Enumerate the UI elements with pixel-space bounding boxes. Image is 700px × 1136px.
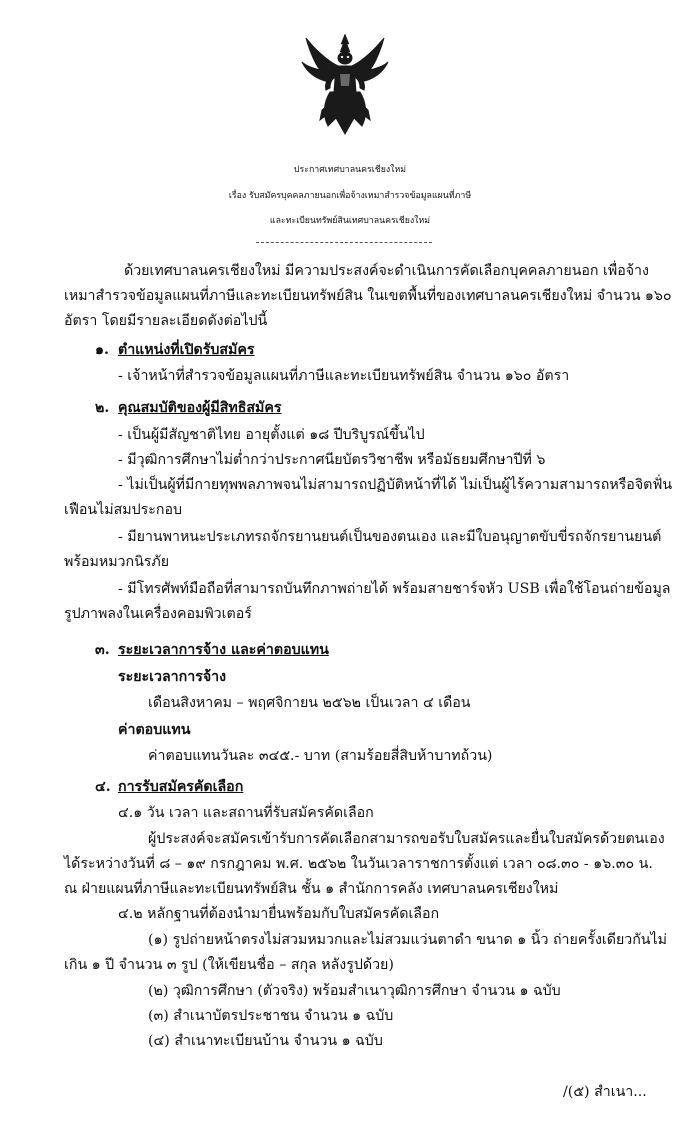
document-item: (๔) สำเนาทะเบียนบ้าน จำนวน ๑ ฉบับ [148, 1033, 383, 1049]
document-item: (๒) วุฒิการศึกษา (ตัวจริง) พร้อมสำเนาวุฒิการศึกษา จำนวน ๑ ฉบับ [148, 983, 561, 999]
announcement-subject-cont: และทะเบียนทรัพย์สินเทศบาลนครเชียงใหม่ [269, 216, 431, 226]
intro-text: อัตรา โดยมีรายละเอียดดังต่อไปนี้ [64, 313, 268, 329]
announcement-title: ประกาศเทศบาลนครเชียงใหม่ [293, 165, 407, 175]
garuda-emblem-icon [300, 30, 390, 138]
compensation-value: ค่าตอบแทนวันละ ๓๔๕.- บาท (สามร้อยสี่สิบห้าบาทถ้วน) [148, 748, 493, 764]
document-item: (๑) รูปถ่ายหน้าตรงไม่สวมหมวกและไม่สวมแว่นตาดำ ขนาด ๑ นิ้ว ถ่ายครั้งเดียวกันไม่ [148, 932, 667, 948]
section-2-item-cont: เฟือนไม่สมประกอบ [64, 502, 182, 518]
employment-period-value: เดือนสิงหาคม – พฤศจิกายน ๒๕๖๒ เป็นเวลา ๔ เดือน [148, 695, 471, 711]
section-2-item-cont: รูปภาพลงในเครื่องคอมพิวเตอร์ [64, 606, 252, 622]
subsection-4-2-title: ๔.๒ หลักฐานที่ต้องนำมายื่นพร้อมกับใบสมัครคัดเลือก [118, 906, 440, 922]
section-1-number: ๑. [95, 342, 109, 358]
subsection-4-1-text: ณ ฝ่ายแผนที่ภาษีและทะเบียนทรัพย์สิน ชั้น ๑ สำนักการคลัง เทศบาลนครเชียงใหม่ [64, 881, 559, 897]
section-2-number: ๒. [95, 400, 110, 416]
section-1-heading: ตำแหน่งที่เปิดรับสมัคร [118, 342, 255, 358]
employment-period-label: ระยะเวลาการจ้าง [118, 669, 227, 685]
section-4-heading: การรับสมัครคัดเลือก [118, 779, 244, 795]
intro-text: ด้วยเทศบาลนครเชียงใหม่ มีความประสงค์จะดำเนินการคัดเลือกบุคคลภายนอก เพื่อจ้าง [124, 263, 649, 279]
subsection-4-1-text: ผู้ประสงค์จะสมัครเข้ารับการคัดเลือกสามารถขอรับใบสมัครและยื่นใบสมัครด้วยตนเอง [148, 831, 665, 847]
document-item: (๓) สำเนาบัตรประชาชน จำนวน ๑ ฉบับ [148, 1008, 394, 1024]
subsection-4-1-text: ได้ระหว่างวันที่ ๘ – ๑๙ กรกฎาคม พ.ศ. ๒๕๖๒ ในวันเวลาราชการตั้งแต่ เวลา ๐๘.๓๐ - ๑๖.๓๐ น. [64, 856, 653, 872]
section-1-item: - เจ้าหน้าที่สำรวจข้อมูลแผนที่ภาษีและทะเบียนทรัพย์สิน จำนวน ๑๖๐ อัตรา [118, 368, 570, 384]
document-item-cont: เกิน ๑ ปี จำนวน ๓ รูป (ให้เขียนชื่อ – สกุล หลังรูปด้วย) [64, 957, 394, 973]
section-2-item: - มีวุฒิการศึกษาไม่ต่ำกว่าประกาศนียบัตรวิชาชีพ หรือมัธยมศึกษาปีที่ ๖ [118, 452, 546, 468]
announcement-subject: เรื่อง รับสมัครบุคคลภายนอกเพื่อจ้างเหมาสำรวจข้อมูลแผนที่ภาษี [228, 191, 472, 201]
section-2-heading: คุณสมบัติของผู้มีสิทธิสมัคร [118, 400, 282, 416]
compensation-label: ค่าตอบแทน [118, 722, 191, 738]
section-3-heading: ระยะเวลาการจ้าง และค่าตอบแทน [118, 642, 329, 658]
section-2-item: - มียานพาหนะประเภทรถจักรยานยนต์เป็นของตนเอง และมีใบอนุญาตขับขี่รถจักรยานยนต์ [118, 529, 662, 545]
subsection-4-1-title: ๔.๑ วัน เวลา และสถานที่รับสมัครคัดเลือก [118, 805, 374, 821]
section-2-item-cont: พร้อมหมวกนิรภัย [64, 554, 170, 570]
intro-text: เหมาสำรวจข้อมูลแผนที่ภาษีและทะเบียนทรัพย์สิน ในเขตพื้นที่ของเทศบาลนครเชียงใหม่ จำนวน ๑๖๐ [64, 288, 672, 304]
header-divider [256, 242, 432, 243]
section-2-item: - เป็นผู้มีสัญชาติไทย อายุตั้งแต่ ๑๘ ปีบริบูรณ์ขึ้นไป [118, 427, 425, 443]
section-2-item: - ไม่เป็นผู้ที่มีกายทุพพลภาพจนไม่สามารถปฏิบัติหน้าที่ได้ ไม่เป็นผู้ไร้ความสามารถหรือจิตฟั่น [118, 477, 673, 493]
section-4-number: ๔. [95, 779, 111, 795]
section-3-number: ๓. [95, 642, 110, 658]
page-continuation: /(๕) สำเนา... [563, 1084, 647, 1100]
section-2-item: - มีโทรศัพท์มือถือที่สามารถบันทึกภาพถ่ายได้ พร้อมสายชาร์จหัว USB เพื่อใช้โอนถ่ายข้อมูล [118, 581, 671, 597]
